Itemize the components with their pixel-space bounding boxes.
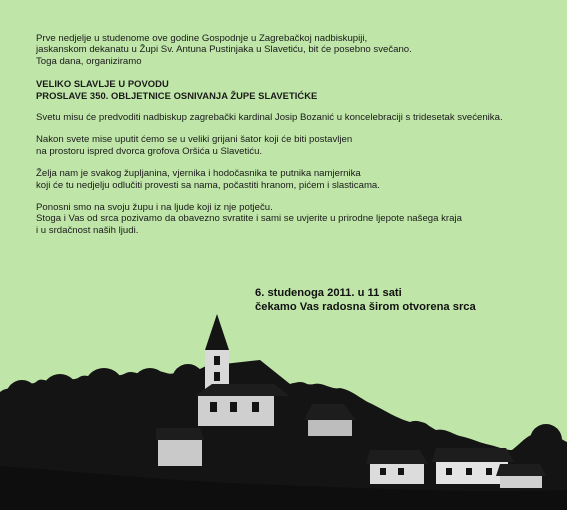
intro-line: Prve nedjelje u studenome ove godine Gospodnje u Zagrebačkoj nadbiskupiji, <box>36 33 368 44</box>
proud-paragraph <box>36 202 551 236</box>
wish-paragraph <box>36 168 551 191</box>
intro-line: Toga dana, organiziramo <box>36 55 142 67</box>
tent-line: Nakon svete mise uputit ćemo se u veliki grijani šator koji će biti postavljen <box>36 134 353 146</box>
church-silhouette-icon <box>0 300 567 510</box>
intro-paragraph <box>36 33 551 67</box>
invite-welcome: čekamo Vas radosna širom otvorena srca <box>255 300 476 313</box>
intro-line: jaskanskom dekanatu u Župi Sv. Antuna Pustinjaka u Slavetiću, bit će posebno svečano. <box>36 44 412 56</box>
mass-line: Svetu misu će predvoditi nadbiskup zagrebački kardinal Josip Bozanić u koncelebraciji s tridesetak svećenika. <box>36 112 503 124</box>
proud-line: i u srdačnost naših ljudi. <box>36 224 139 236</box>
invitation-text <box>36 33 551 247</box>
wish-line: koji će tu nedjelju odlučiti provesti sa nama, počastiti hranom, pićem i slasticama. <box>36 179 380 191</box>
mass-paragraph <box>36 112 551 123</box>
tent-line: na prostoru ispred dvorca grofova Oršića u Slavetiću. <box>36 145 263 157</box>
proud-line: Ponosni smo na svoju župu i na ljude koji iz nje potječu. <box>36 202 273 214</box>
tent-paragraph <box>36 134 551 157</box>
heading-line: VELIKO SLAVLJE U POVODU <box>36 78 169 90</box>
celebration-heading <box>36 78 551 101</box>
heading-line: PROSLAVE 350. OBLJETNICE OSNIVANJA ŽUPE SLAVETIĆKE <box>36 89 318 101</box>
invite-date: 6. studenoga 2011. u 11 sati <box>255 287 402 299</box>
wish-line: Želja nam je svakog župljanina, vjernika i hodočasnika te putnika namjernika <box>36 168 361 180</box>
proud-line: Stoga i Vas od srca pozivamo da obavezno svratite i sami se uvjerite u prirodne ljepote našega kraja <box>36 213 462 225</box>
